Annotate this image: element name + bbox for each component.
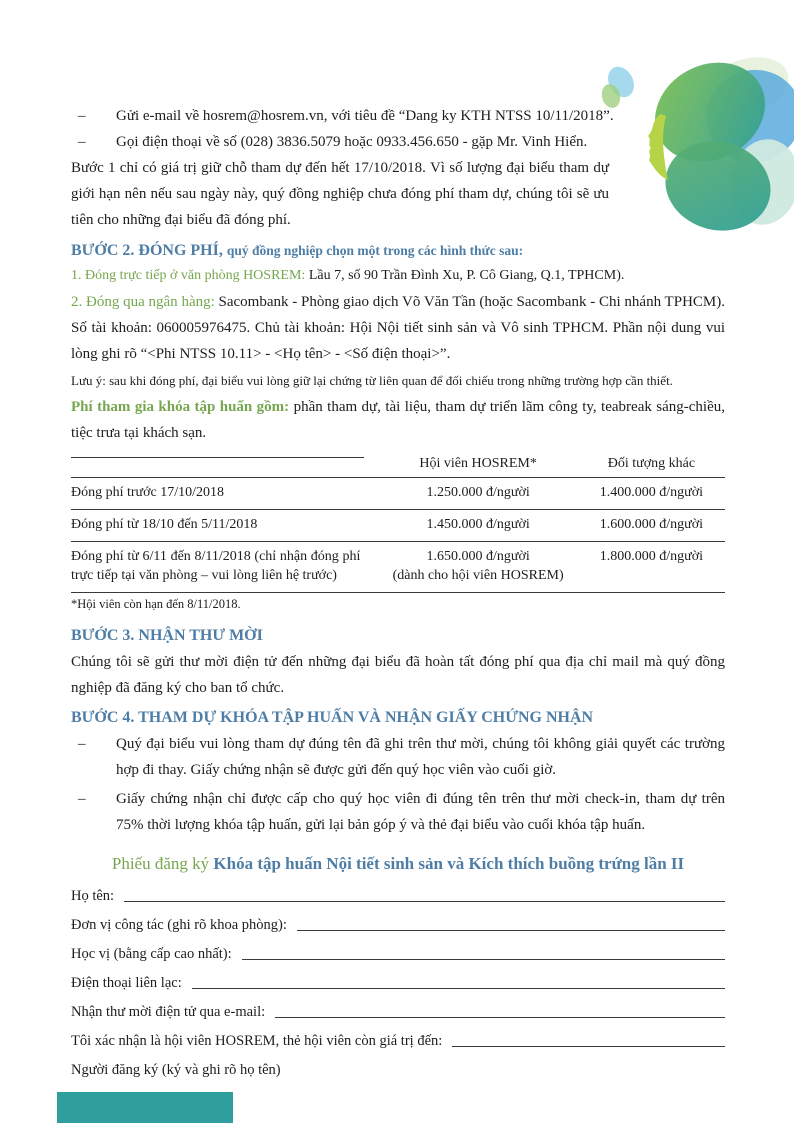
field-line[interactable]	[275, 1017, 725, 1018]
fee-table-header-other: Đối tượng khác	[578, 453, 725, 478]
field-line[interactable]	[242, 959, 725, 960]
footer-bar	[57, 1092, 233, 1123]
form-field-don-vi-cong-tac	[71, 914, 725, 934]
form-title-prefix: Phiếu đăng ký	[111, 854, 214, 873]
fee-includes	[71, 394, 725, 446]
fee-row-3-member-note: (dành cho hội viên HOSREM)	[392, 568, 564, 583]
fee-table-header-empty	[71, 453, 378, 478]
fee-row-3-other: 1.800.000 đ/người	[578, 542, 725, 593]
field-line[interactable]	[124, 901, 725, 902]
form-field-ho-ten	[71, 885, 725, 905]
form-field-hoi-vien-validity	[71, 1030, 725, 1050]
intro-paragraph: Bước 1 chỉ có giá trị giữ chỗ tham dự đến hết 17/10/2018. Vì số lượng đại biểu tham dự giới hạn nên nếu sau ngày này, quý đồng nghiệp chưa đóng phí tham dự, chúng tôi sẽ ưu tiên cho những đại biểu đã đóng phí.	[71, 160, 609, 228]
field-label: Nhận thư mời điện tử qua e-mail:	[71, 1004, 266, 1020]
fee-table	[71, 453, 725, 593]
field-label: Họ tên:	[71, 888, 115, 904]
form-field-nguoi-dang-ky	[71, 1059, 725, 1079]
fee-table-header-member: Hội viên HOSREM*	[378, 453, 577, 478]
table-row	[71, 478, 725, 510]
step2-subtitle: quý đồng nghiệp chọn một trong các hình thức sau:	[226, 243, 524, 258]
step3-paragraph: Chúng tôi sẽ gửi thư mời điện tử đến những đại biểu đã hoàn tất đóng phí qua địa chỉ mail mà quý đồng nghiệp đã đăng ký cho ban tổ chức.	[71, 654, 725, 696]
intro-bullet-email: – Gửi e-mail về hosrem@hosrem.vn, với tiêu đề “Dang ky KTH NTSS 10/11/2018”.	[71, 103, 725, 129]
step4-bullet-2: – Giấy chứng nhận chỉ được cấp cho quý học viên đi đúng tên trên thư mời check-in, tham dự trên 75% thời lượng khóa tập huấn, gửi lại bản góp ý và thẻ đại biểu vào cuối khóa tập huấn.	[71, 786, 725, 838]
registration-form-title	[71, 852, 725, 876]
form-field-email	[71, 1001, 725, 1021]
payment-option-1-label: 1. Đóng trực tiếp ở văn phòng HOSREM:	[71, 268, 306, 283]
registration-form	[71, 885, 725, 1079]
fee-table-footnote: *Hội viên còn hạn đến 8/11/2018.	[71, 597, 241, 611]
table-row	[71, 510, 725, 542]
payment-option-2	[71, 289, 725, 367]
fee-includes-text: phần tham dự, tài liệu, tham dự triển lãm công ty, teabreak sáng-chiều, tiệc trưa tại khách sạn.	[71, 399, 725, 441]
fee-table-header-row	[71, 453, 725, 478]
field-line[interactable]	[297, 930, 725, 931]
step2-heading	[71, 240, 725, 261]
fee-row-3-member-price: 1.650.000 đ/người	[426, 549, 530, 564]
step2-title: BƯỚC 2. ĐÓNG PHÍ,	[71, 242, 227, 259]
payment-option-1	[71, 264, 725, 287]
field-line[interactable]	[452, 1046, 725, 1047]
form-title-course: Khóa tập huấn Nội tiết sinh sản và Kích thích buồng trứng lần II	[213, 854, 685, 873]
field-label: Người đăng ký (ký và ghi rõ họ tên)	[71, 1062, 281, 1078]
payment-option-1-text: Lầu 7, số 90 Trần Đình Xu, P. Cô Giang, Q.1, TPHCM).	[305, 268, 625, 283]
fee-row-2-other: 1.600.000 đ/người	[578, 510, 725, 542]
fee-row-3-label: Đóng phí từ 6/11 đến 8/11/2018 (chỉ nhận đóng phí trực tiếp tại văn phòng – vui lòng liên hệ trước)	[71, 542, 378, 593]
form-field-hoc-vi	[71, 943, 725, 963]
fee-row-2-member: 1.450.000 đ/người	[378, 510, 577, 542]
step4-bullet-1: – Quý đại biểu vui lòng tham dự đúng tên đã ghi trên thư mời, chúng tôi không giải quyết các trường hợp đi thay. Giấy chứng nhận sẽ được gửi đến quý học viên vào cuối giờ.	[71, 731, 725, 783]
payment-note: Lưu ý: sau khi đóng phí, đại biểu vui lòng giữ lại chứng từ liên quan để đối chiếu trong những trường hợp cần thiết.	[71, 373, 673, 388]
step3-heading: BƯỚC 3. NHẬN THƯ MỜI	[71, 627, 263, 644]
payment-option-2-text: Sacombank - Phòng giao dịch Võ Văn Tần (hoặc Sacombank - Chi nhánh TPHCM). Số tài khoản: 060005976475. Chủ tài khoản: Hội Nội tiết sinh sản và Vô sinh TPHCM. Phần nội dung vui lòng ghi rõ “<Phi NTSS 10.11> - <Họ tên> - <Số điện thoại>”.	[71, 294, 725, 362]
fee-includes-label: Phí tham gia khóa tập huấn gồm:	[71, 399, 290, 415]
fee-row-3-member	[378, 542, 577, 593]
fee-row-2-label: Đóng phí từ 18/10 đến 5/11/2018	[71, 510, 378, 542]
field-line[interactable]	[192, 988, 725, 989]
intro-bullet-phone: – Gọi điện thoại về số (028) 3836.5079 hoặc 0933.456.650 - gặp Mr. Vinh Hiển.	[71, 129, 725, 155]
fee-row-1-member: 1.250.000 đ/người	[378, 478, 577, 510]
payment-option-2-label: 2. Đóng qua ngân hàng:	[71, 294, 215, 310]
step4-heading: BƯỚC 4. THAM DỰ KHÓA TẬP HUẤN VÀ NHẬN GIẤY CHỨNG NHẬN	[71, 709, 594, 726]
fee-row-1-other: 1.400.000 đ/người	[578, 478, 725, 510]
field-label: Học vị (bằng cấp cao nhất):	[71, 946, 232, 962]
table-row	[71, 542, 725, 593]
fee-row-1-label: Đóng phí trước 17/10/2018	[71, 478, 378, 510]
form-field-dien-thoai	[71, 972, 725, 992]
field-label: Tôi xác nhận là hội viên HOSREM, thẻ hội viên còn giá trị đến:	[71, 1033, 443, 1049]
field-label: Đơn vị công tác (ghi rõ khoa phòng):	[71, 917, 287, 933]
field-label: Điện thoại liên lạc:	[71, 975, 182, 991]
